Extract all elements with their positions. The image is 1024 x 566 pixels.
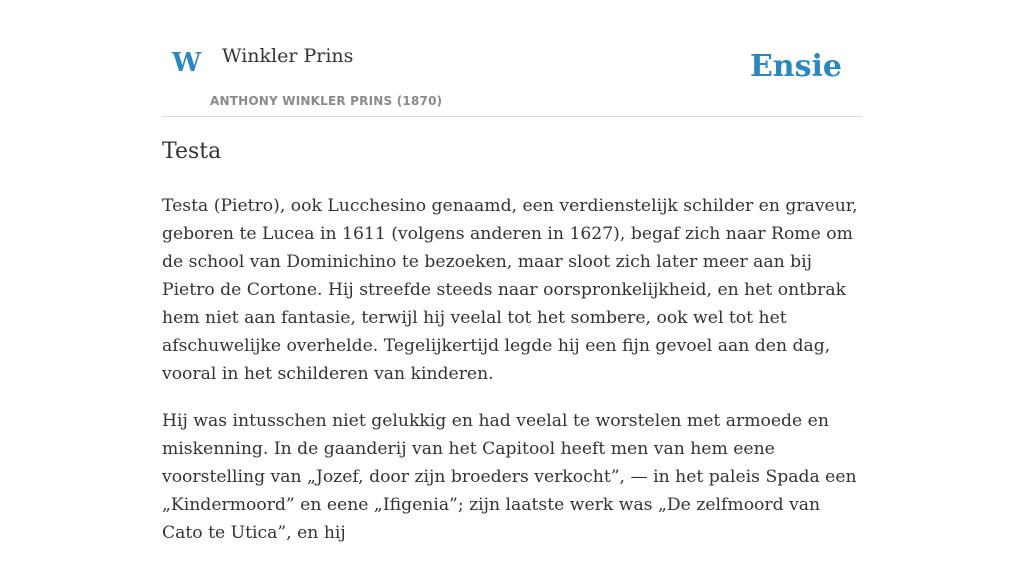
source-subtitle: ANTHONY WINKLER PRINS (1870): [210, 94, 443, 108]
page-title: Testa: [162, 139, 222, 164]
winkler-prins-logo[interactable]: W: [172, 48, 202, 78]
header: [162, 0, 862, 117]
ensie-logo-link[interactable]: Ensie: [749, 49, 842, 84]
article-paragraph-1: Testa (Pietro), ook Lucchesino genaamd, een verdienstelijk schilder en graveur, geboren te Lucea in 1611 (volgens anderen in 1627), begaf zich naar Rome om de school van Dominichino te bezoeken, maar sloot zich later meer aan bij Pietro de Cortone. Hij streefde steeds naar oorspronkelijkheid, en het ontbrak hem niet aan fantasie, terwijl hij veelal tot het sombere, ook wel tot het afschuwelijke overhelde. Tegelijkertijd legde hij een fijn gevoel aan den dag, vooral in het schilderen van kinderen.: [162, 196, 858, 384]
article-paragraph-2: Hij was intusschen niet gelukkig en had veelal te worstelen met armoede en miskenning. In de gaanderij van het Capitool heeft men van hem eene voorstelling van „Jozef, door zijn broeders verkocht”, — in het paleis Spada een „Kindermoord” en eene „Ifigenia”; zijn laatste werk was „De zelfmoord van Cato te Utica”, en hij: [162, 411, 857, 543]
article-body: [162, 192, 862, 566]
page: [162, 0, 862, 543]
source-name-link[interactable]: Winkler Prins: [222, 45, 354, 67]
